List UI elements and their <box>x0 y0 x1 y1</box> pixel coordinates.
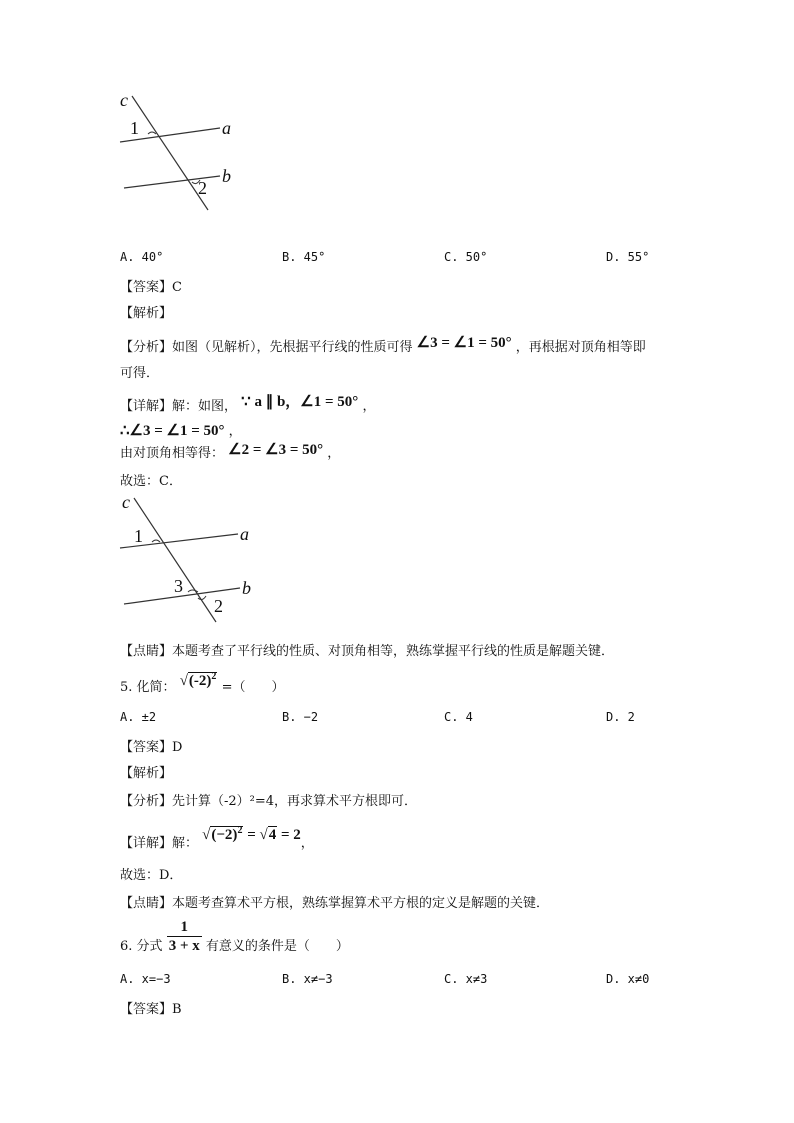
dianjing-q5: 【点睛】本题考查算术平方根，熟练掌握算术平方根的定义是解题的关键． <box>120 896 550 911</box>
detail-q5-text: 【详解】解： <box>120 836 199 851</box>
q5-sqrt: $√(-2)^2$ <box>179 671 217 689</box>
detail-math: ∵ a ∥ b，∠1 = 50° <box>241 394 359 410</box>
detail-line3 <box>120 442 340 462</box>
fenxi-q4 <box>120 336 646 356</box>
choose-q4: 故选：C． <box>120 474 182 489</box>
detail-exp: 2 <box>237 825 243 836</box>
answer-q5: 【答案】D <box>120 740 183 755</box>
label-b: b <box>242 578 251 598</box>
label-a: a <box>222 118 231 138</box>
fenxi-text-b: ，再根据对顶角相等即 <box>515 340 646 355</box>
fenxi-q5: 【分析】先计算（-2）²=4，再求算术平方根即可． <box>120 794 418 809</box>
detail-end: ， <box>362 399 376 414</box>
detail-line3-math: ∠2 = ∠3 = 50° <box>228 442 324 458</box>
fenxi-cont: 可得． <box>120 366 160 381</box>
fenxi-math: ∠3 = ∠1 = 50° <box>416 335 512 351</box>
option-d: D. 55° <box>606 250 650 264</box>
option-d: D. 2 <box>606 710 635 724</box>
detail-q5-end: ， <box>300 836 314 851</box>
q5-stem-a: 5. 化简： <box>120 680 176 695</box>
q5-exp: 2 <box>211 671 217 682</box>
label-2: 2 <box>214 596 223 616</box>
option-c: C. 50° <box>444 250 488 264</box>
detail-eq-2: = 2 <box>277 827 301 843</box>
analysis-title-q4: 【解析】 <box>120 306 173 321</box>
option-b: B. 45° <box>282 250 326 264</box>
angle-1-arc <box>152 540 160 542</box>
label-c: c <box>120 90 128 110</box>
detail-line2 <box>120 420 242 440</box>
option-b: B. x≠−3 <box>282 972 333 986</box>
option-c: C. 4 <box>444 710 473 724</box>
detail-q5 <box>120 825 314 852</box>
q5-radicand: (-2) <box>188 673 212 689</box>
detail-radicand-2: 4 <box>268 827 277 843</box>
analysis-title-q5: 【解析】 <box>120 766 173 781</box>
detail-eq-1: = <box>243 827 260 843</box>
line-c <box>134 498 216 622</box>
q6-stem-b: 有意义的条件是（ ） <box>205 939 349 954</box>
q6-stem-a: 6. 分式 <box>120 939 163 954</box>
option-b: B. −2 <box>282 710 319 724</box>
option-a: A. ±2 <box>120 710 157 724</box>
line-c <box>132 96 208 210</box>
parallel-lines-figure-1 <box>110 88 260 218</box>
option-c: C. x≠3 <box>444 972 488 986</box>
label-c: c <box>122 492 130 512</box>
label-1: 1 <box>130 118 139 138</box>
detail-q4 <box>120 394 375 415</box>
dianjing-q4: 【点睛】本题考查了平行线的性质、对顶角相等，熟练掌握平行线的性质是解题关键． <box>120 644 615 659</box>
choose-q5: 故选：D． <box>120 868 183 883</box>
label-b: b <box>222 166 231 186</box>
detail-line3-end: ， <box>327 446 341 461</box>
option-d: D. x≠0 <box>606 972 650 986</box>
detail-line2-end: ， <box>228 424 242 439</box>
q6-numerator: 1 <box>180 919 188 935</box>
question-6 <box>120 918 349 955</box>
detail-line2-math: ∴∠3 = ∠1 = 50° <box>120 423 225 439</box>
label-3: 3 <box>174 576 183 596</box>
detail-line3-text: 由对顶角相等得： <box>120 446 225 461</box>
detail-sqrt-1: $√(-2)^2$ <box>202 825 243 843</box>
detail-radicand-1: (−2) <box>211 827 238 843</box>
detail-text: 【详解】解：如图， <box>120 399 238 414</box>
detail-sqrt-2: √4 <box>259 827 277 843</box>
angle-1-arc <box>148 132 156 134</box>
label-1: 1 <box>134 526 143 546</box>
option-a: A. x=−3 <box>120 972 171 986</box>
question-5 <box>120 671 285 696</box>
fenxi-text-a: 【分析】如图（见解析），先根据平行线的性质可得 <box>120 340 413 355</box>
label-2: 2 <box>198 178 207 198</box>
label-a: a <box>240 524 249 544</box>
option-a: A. 40° <box>120 250 164 264</box>
q6-denominator: 3 + x <box>168 938 200 954</box>
q5-stem-b: =（ ） <box>221 680 285 695</box>
answer-q6: 【答案】B <box>120 1002 182 1017</box>
q6-fraction <box>167 918 202 955</box>
parallel-lines-figure-2 <box>110 488 270 628</box>
answer-q4: 【答案】C <box>120 280 182 295</box>
